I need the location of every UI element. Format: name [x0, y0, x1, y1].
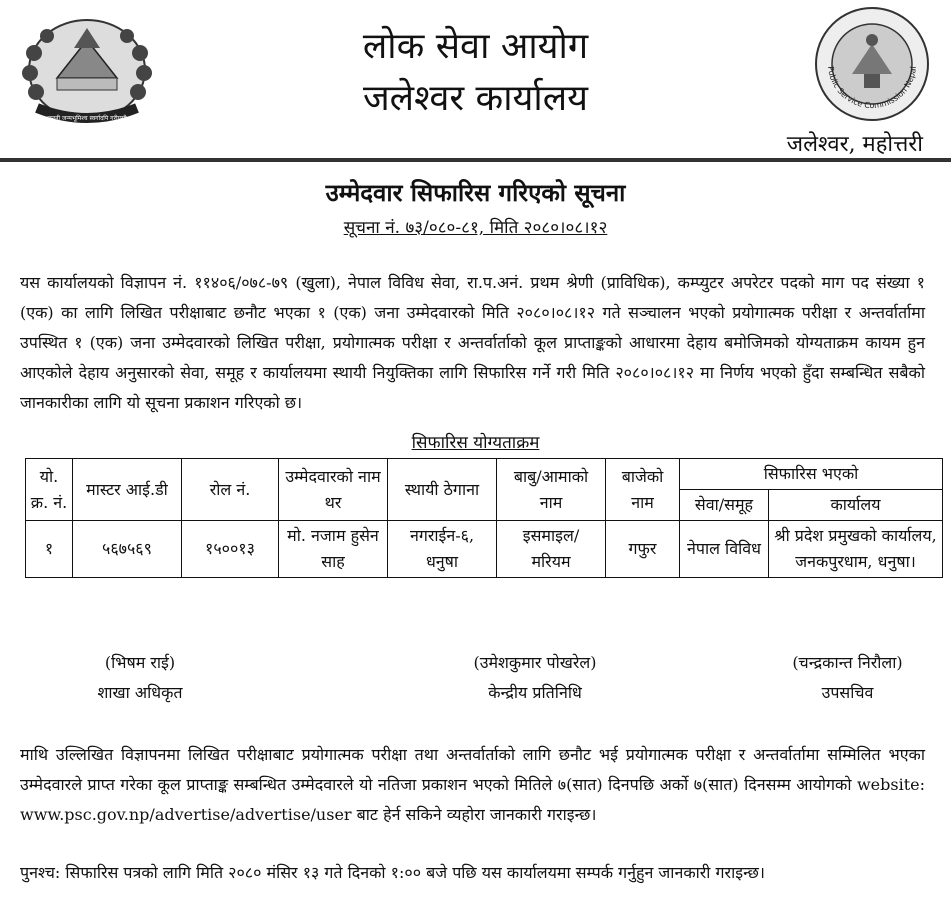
header-sn: यो. क्र. नं. — [26, 459, 73, 521]
header-grandfather: बाजेको नाम — [606, 459, 680, 521]
signatory-under-secretary — [760, 648, 935, 708]
cell-master-id: ५६७५६९ — [73, 521, 182, 578]
signatory-name: (चन्द्रकान्त निरौला) — [792, 653, 903, 672]
recommendation-table — [25, 458, 943, 578]
signatory-title: केन्द्रीय प्रतिनिधि — [488, 683, 582, 702]
cell-service: नेपाल विविध — [680, 521, 769, 578]
header-recommended: सिफारिस भएको — [680, 459, 943, 490]
cell-grandfather: गफुर — [606, 521, 680, 578]
cell-roll: १५००१३ — [182, 521, 279, 578]
signatory-name: (भिषम राई) — [104, 653, 176, 672]
cell-parents: इसमाइल/ मरियम — [497, 521, 606, 578]
signatory-title: उपसचिव — [821, 683, 874, 702]
office-name: जलेश्वर कार्यालय — [362, 78, 589, 119]
header-address: स्थायी ठेगाना — [388, 459, 497, 521]
org-name: लोक सेवा आयोग — [362, 26, 589, 67]
signatory-section-officer — [75, 648, 205, 708]
psc-seal-icon — [812, 4, 932, 124]
header-service: सेवा/समूह — [680, 490, 769, 521]
header-parents: बाबु/आमाको नाम — [497, 459, 606, 521]
cell-name: मो. नजाम हुसेन साह — [279, 521, 388, 578]
emblem-caption: जननी जन्मभूमिश्च स्वर्गादपि गरीयसी — [47, 115, 127, 122]
footer-note-paragraph: माथि उल्लिखित विज्ञापनमा लिखित परीक्षाबाट प्रयोगात्मक परीक्षा तथा अन्तर्वार्ताको लागि छनौट भई प्रयोगात्मक परीक्षा र अन्तर्वार्तामा सम्मिलित भएका उम्मेदवारले प्राप्त गरेका कूल प्राप्ताङ्क सम्बन्धित उम्मेदवारले यो नतिजा प्रकाशन भएको मितिले ७(सात) दिनपछि अर्को ७(सात) दिनसम्म आयोगको website: www.psc.gov.np/advertise/advertise/user बाट हेर्न सकिने व्यहोरा जानकारी गराइन्छ। — [20, 745, 925, 824]
header-divider — [0, 158, 951, 162]
signatory-name: (उमेशकुमार पोखरेल) — [473, 653, 597, 672]
cell-office: श्री प्रदेश प्रमुखको कार्यालय, जनकपुरधाम, धनुषा। — [769, 521, 943, 578]
notice-title: उम्मेदवार सिफारिस गरिएको सूचना — [325, 178, 626, 207]
signatory-title: शाखा अधिकृत — [97, 683, 183, 702]
notice-reference: सूचना नं. ७३/०८०-८१, मिति २०८०।०८।१२ — [343, 218, 608, 238]
postscript-paragraph: पुनश्च: सिफारिस पत्रको लागि मिति २०८० मंसिर १३ गते दिनको १:०० बजे पछि यस कार्यालयमा सम्पर्क गर्नुहुन जानकारी गराइन्छ। — [20, 863, 765, 882]
cell-address: नगराईन-६, धनुषा — [388, 521, 497, 578]
header-office: कार्यालय — [769, 490, 943, 521]
header-name: उम्मेदवारको नाम थर — [279, 459, 388, 521]
header-roll: रोल नं. — [182, 459, 279, 521]
seal-text: Public Service Commission Nepal — [826, 65, 918, 111]
office-location: जलेश्वर, महोत्तरी — [786, 132, 923, 157]
signatory-central-representative — [420, 648, 650, 708]
cell-sn: १ — [26, 521, 73, 578]
table-title: सिफारिस योग्यताक्रम — [411, 433, 540, 453]
notice-intro-paragraph: यस कार्यालयको विज्ञापन नं. ११४०६/०७८-७९ (खुला), नेपाल विविध सेवा, रा.प.अनं. प्रथम श्रेणी (प्राविधिक), कम्प्युटर अपरेटर पदको माग पद संख्या १ (एक) का लागि लिखित परीक्षाबाट छनौट भएका १ (एक) जना उम्मेदवारको मिति २०८०।०८।१२ गते सञ्चालन भएको प्रयोगात्मक परीक्षा र अन्तर्वार्तामा उपस्थित १ (एक) जना उम्मेदवारको लिखित परीक्षा, प्रयोगात्मक परीक्षा र अन्तर्वार्ताको कूल प्राप्ताङ्कको आधारमा देहाय बमोजिमको योग्यताक्रम कायम हुन आएकोले देहाय अनुसारको सेवा, समूह र कार्यालयमा स्थायी नियुक्तिका लागि सिफारिस गर्ने गरी मिति २०८०।०८।१२ मा निर्णय भएको हुँदा सम्बन्धित सबैको जानकारीका लागि यो सूचना प्रकाशन गरिएको छ। — [20, 273, 925, 412]
header-master-id: मास्टर आई.डी — [73, 459, 182, 521]
table-row — [26, 521, 943, 578]
